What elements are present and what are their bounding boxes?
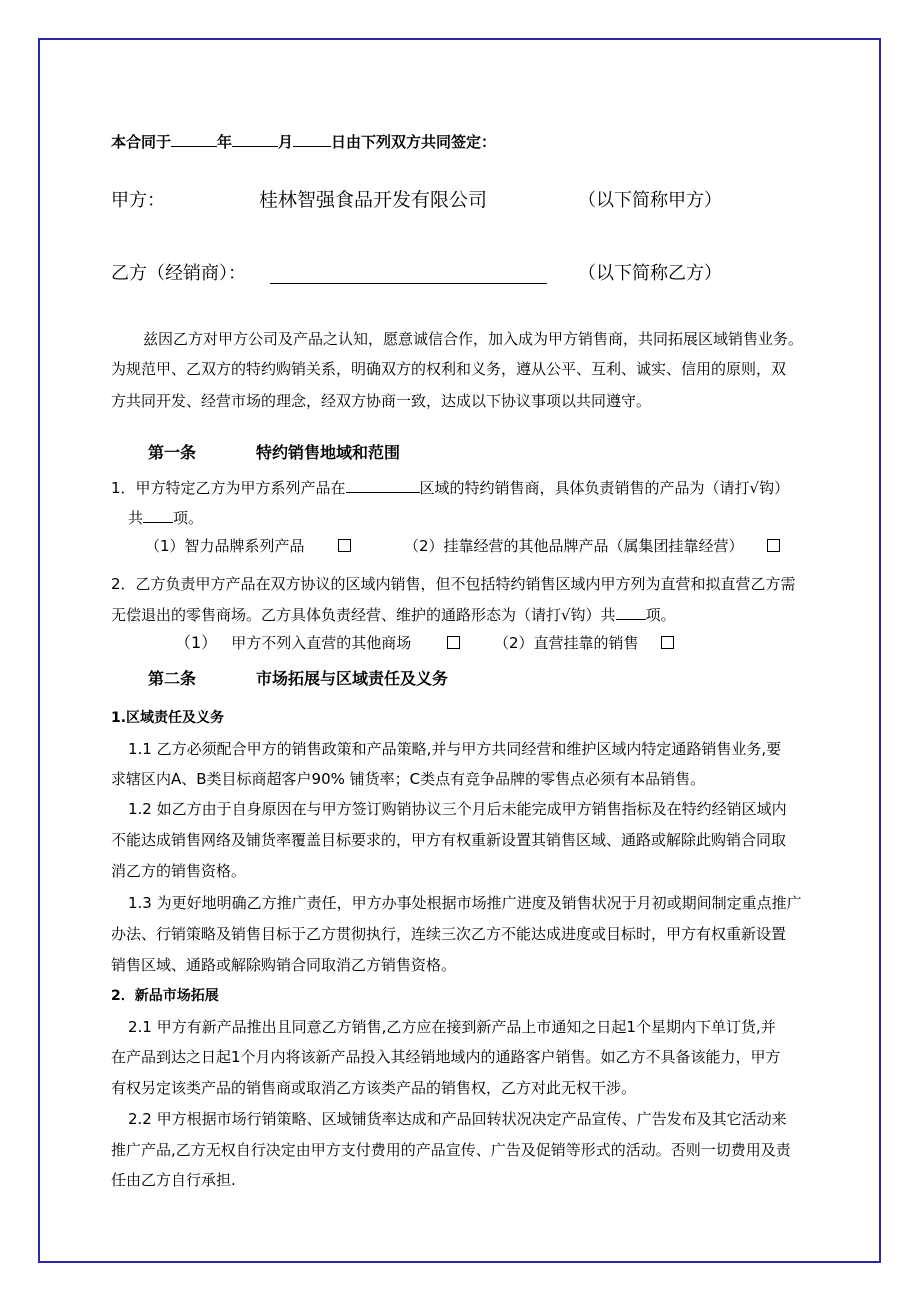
sign-suffix: 日由下列双方共同签定： <box>331 133 497 151</box>
party-b-short: （以下简称乙方） <box>578 263 722 284</box>
article-1-item-2-line-2: 无偿退出的零售商场。乙方具体负责经营、维护的通路形态为（请打√钩）共 项。 <box>111 606 676 624</box>
article-1-number: 第一条 <box>148 443 197 462</box>
region-blank[interactable] <box>346 477 420 493</box>
clause-1-2-line-1: 1.2 如乙方由于自身原因在与甲方签订购销协议三个月后未能完成甲方销售指标及在特约经销区域内 <box>128 800 787 818</box>
sign-year: 年 <box>217 133 233 151</box>
party-a-short: （以下简称甲方） <box>578 190 722 211</box>
year-blank[interactable] <box>171 131 217 147</box>
clause-1-1-line-2: 求辖区内A、B类目标商超客户90% 铺货率；C类点有竞争品牌的零售点必须有本品销售。 <box>111 770 706 788</box>
item2-count-blank[interactable] <box>616 604 646 620</box>
clause-1-3-line-3: 销售区域、通路或解除购销合同取消乙方销售资格。 <box>111 956 457 974</box>
clause-1-3-line-2: 办法、行销策略及销售目标于乙方贯彻执行，连续三次乙方不能达成进度或目标时，甲方有权重新设置 <box>111 925 787 943</box>
month-blank[interactable] <box>232 131 278 147</box>
article-1-item-1-count: 共 项。 <box>128 509 204 527</box>
clause-1-2-line-2: 不能达成销售网络及铺货率覆盖目标要求的，甲方有权重新设置其销售区域、通路或解除此购销合同取 <box>111 831 787 849</box>
party-b-label: 乙方（经销商）： <box>111 263 246 284</box>
checkbox-affiliated-brand[interactable] <box>767 539 780 552</box>
clause-2-2-line-1: 2.2 甲方根据市场行销策略、区域铺货率达成和产品回转状况决定产品宣传、广告发布及其它活动来 <box>128 1110 787 1128</box>
item1-count-blank[interactable] <box>143 507 173 523</box>
clause-1-2-line-3: 消乙方的销售资格。 <box>111 862 247 880</box>
option-direct-affiliated: （2）直营挂靠的销售 <box>494 634 639 652</box>
sign-month: 月 <box>278 133 294 151</box>
intro-line-2: 为规范甲、乙双方的特约购销关系，明确双方的权利和义务，遵从公平、互利、诚实、信用的原则，双 <box>111 360 787 378</box>
option-non-direct-store: （1） 甲方不列入直营的其他商场 <box>175 633 412 652</box>
clause-2-1-line-1: 2.1 甲方有新产品推出且同意乙方销售,乙方应在接到新产品上市通知之日起1个星期内下单订货,并 <box>128 1018 776 1036</box>
article-1-item-1: 1．甲方特定乙方为甲方系列产品在 区域的特约销售商，具体负责销售的产品为（请打√钩） <box>111 479 790 497</box>
clause-2-1-line-2: 在产品到达之日起1个月内将该新产品投入其经销地域内的通路客户销售。如乙方不具备该能力，甲方 <box>111 1048 781 1066</box>
clause-2-1-line-3: 有权另定该类产品的销售商或取消乙方该类产品的销售权，乙方对此无权干涉。 <box>111 1079 637 1097</box>
party-b-blank[interactable] <box>270 268 547 284</box>
intro-line-3: 方共同开发、经营市场的理念，经双方协商一致，达成以下协议事项以共同遵守。 <box>111 392 652 410</box>
sign-prefix: 本合同于 <box>111 133 172 151</box>
checkbox-direct-affiliated[interactable] <box>661 636 674 649</box>
party-a-name: 桂林智强食品开发有限公司 <box>259 189 488 211</box>
article-1-item-2-line-1: 2．乙方负责甲方产品在双方协议的区域内销售，但不包括特约销售区域内甲方列为直营和拟直营乙方需 <box>111 575 796 593</box>
clause-2-2-line-3: 任由乙方自行承担. <box>111 1171 236 1189</box>
signing-line <box>111 131 496 152</box>
article-2-number: 第二条 <box>148 669 197 688</box>
subsection-1-heading: 1.区域责任及义务 <box>111 710 225 726</box>
clause-2-2-line-2: 推广产品,乙方无权自行决定由甲方支付费用的产品宣传、广告及促销等形式的活动。否则一切费用及责 <box>111 1141 791 1159</box>
article-1-title: 特约销售地域和范围 <box>256 443 401 462</box>
subsection-2-heading: 2．新品市场拓展 <box>111 988 219 1004</box>
day-blank[interactable] <box>293 131 331 147</box>
intro-line-1: 兹因乙方对甲方公司及产品之认知，愿意诚信合作，加入成为甲方销售商，共同拓展区域销售业务。 <box>143 330 804 348</box>
clause-1-1-line-1: 1.1 乙方必须配合甲方的销售政策和产品策略,并与甲方共同经营和维护区域内特定通路销售业务,要 <box>128 740 782 758</box>
checkbox-non-direct-store[interactable] <box>447 636 460 649</box>
clause-1-3-line-1: 1.3 为更好地明确乙方推广责任，甲方办事处根据市场推广进度及销售状况于月初或期间制定重点推广 <box>128 894 802 912</box>
article-2-title: 市场拓展与区域责任及义务 <box>256 669 449 688</box>
checkbox-own-brand[interactable] <box>338 539 351 552</box>
option-own-brand: （1）智力品牌系列产品 <box>145 537 305 555</box>
party-a-label: 甲方： <box>111 190 165 211</box>
option-affiliated-brand: （2）挂靠经营的其他品牌产品（属集团挂靠经营） <box>404 537 744 555</box>
